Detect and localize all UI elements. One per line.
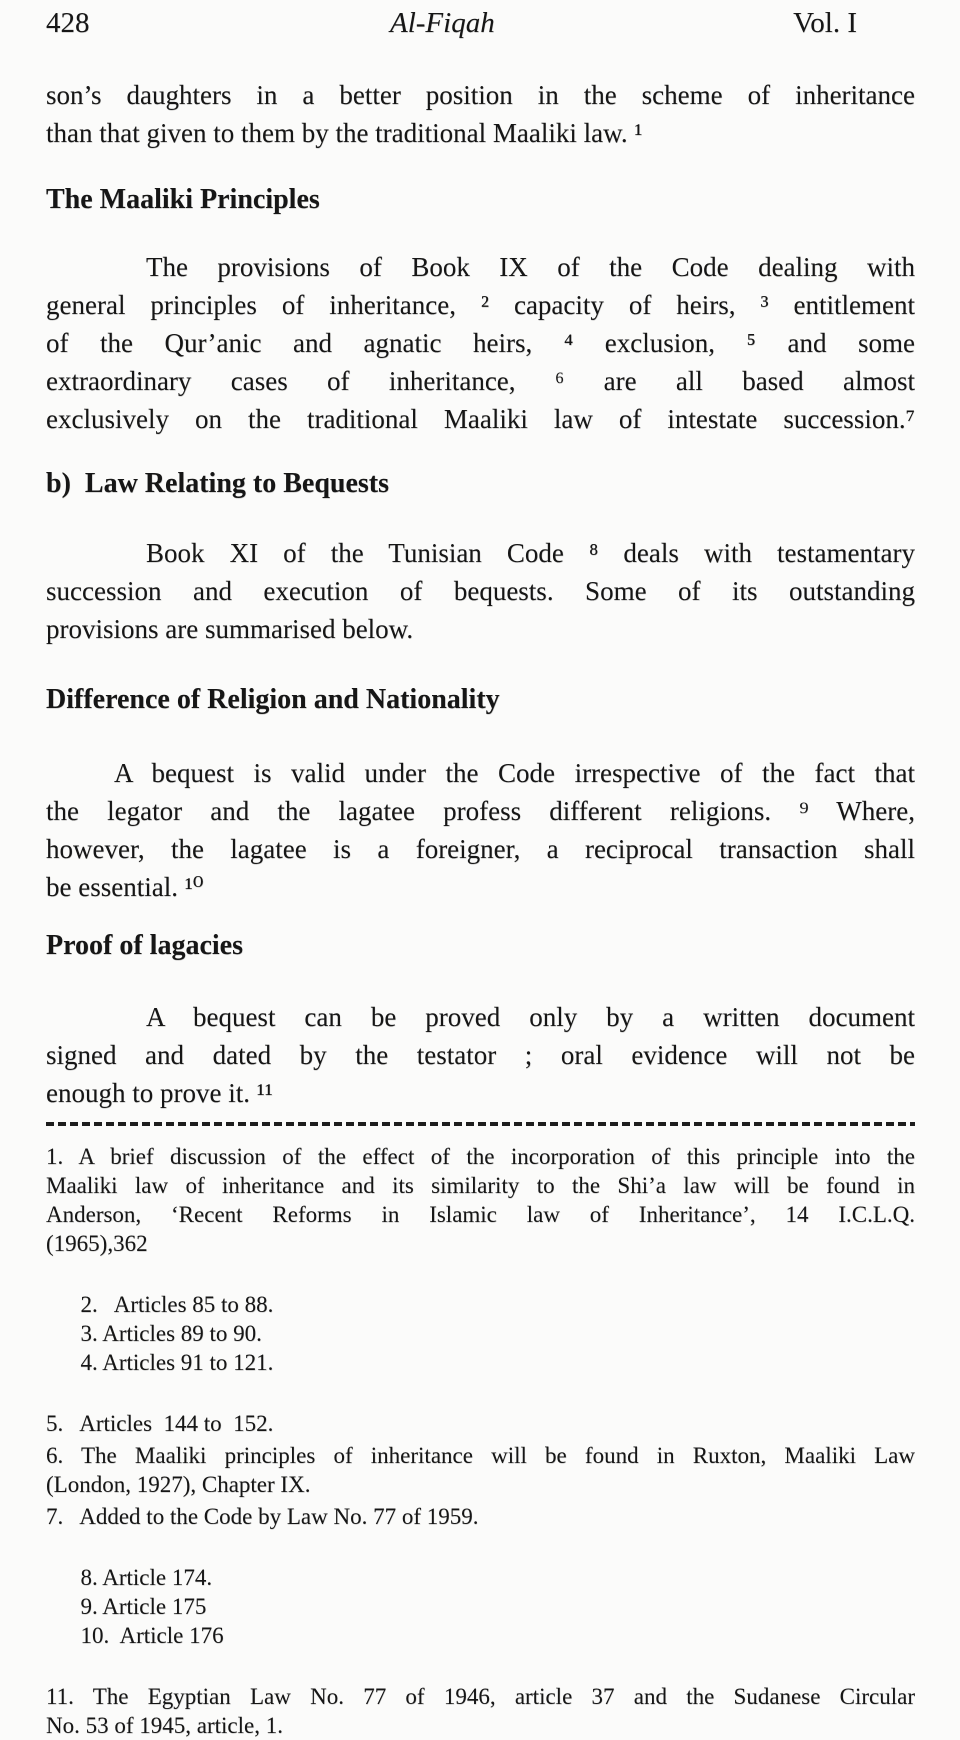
text-line: than that given to them by the traditional Maaliki law. ¹	[46, 118, 643, 148]
footnote-1	[46, 1142, 915, 1258]
text-line: No. 53 of 1945, article, 1.	[46, 1713, 283, 1738]
text-line: Book XI of the Tunisian Code ⁸ deals with testamentary	[146, 538, 915, 568]
heading-law-relating-to-bequests: b) Law Relating to Bequests	[46, 468, 390, 499]
footnote-9: 9. Article 175	[80, 1594, 207, 1619]
footnote-7: 7. Added to the Code by Law No. 77 of 1959.	[46, 1504, 479, 1529]
text-line: 1. A brief discussion of the effect of the incorporation of this principle into the	[46, 1144, 915, 1169]
footnote-11	[46, 1682, 915, 1740]
text-line: the legator and the lagatee profess different religions. ⁹ Where,	[46, 796, 915, 826]
text-line: provisions are summarised below.	[46, 614, 414, 644]
paragraph-religion-nationality	[46, 754, 915, 906]
paragraph-maaliki-principles	[46, 248, 915, 438]
paragraph-proof-of-lagacies	[46, 998, 915, 1112]
text-line: general principles of inheritance, ² capacity of heirs, ³ entitlement	[46, 290, 915, 320]
footnote-10: 10. Article 176	[80, 1623, 224, 1648]
footnote-4: 4. Articles 91 to 121.	[80, 1350, 274, 1375]
footnotes-section	[46, 1142, 915, 1740]
text-line: succession and execution of bequests. Some of its outstanding	[46, 576, 915, 606]
text-line: Anderson, ‘Recent Reforms in Islamic law of Inheritance’, 14 I.C.L.Q.	[46, 1202, 915, 1227]
text-line: of the Qur’anic and agnatic heirs, ⁴ exclusion, ⁵ and some	[46, 328, 915, 358]
heading-maaliki-principles: The Maaliki Principles	[46, 184, 320, 215]
footnote-row-2-3-4	[46, 1261, 915, 1406]
text-line: (1965),362	[46, 1231, 148, 1256]
heading-difference-religion-nationality: Difference of Religion and Nationality	[46, 684, 500, 715]
footnote-separator	[46, 1122, 915, 1126]
text-line: (London, 1927), Chapter IX.	[46, 1472, 311, 1497]
paragraph-intro	[46, 76, 915, 152]
text-line: A bequest is valid under the Code irrespective of the fact that	[114, 758, 915, 788]
volume-label: Vol. I	[793, 7, 857, 39]
text-line: 6. The Maaliki principles of inheritance will be found in Ruxton, Maaliki Law	[46, 1443, 915, 1468]
text-line: enough to prove it. ¹¹	[46, 1078, 273, 1108]
text-line: A bequest can be proved only by a written document	[146, 1002, 915, 1032]
footnote-6	[46, 1441, 915, 1499]
footnote-3: 3. Articles 89 to 90.	[80, 1321, 262, 1346]
text-line: be essential. ¹⁰	[46, 872, 204, 902]
heading-proof-of-lagacies: Proof of lagacies	[46, 930, 243, 961]
page-number: 428	[46, 7, 90, 39]
footnote-8: 8. Article 174.	[80, 1565, 213, 1590]
text-line: extraordinary cases of inheritance, ⁶ are all based almost	[46, 366, 915, 396]
text-line: 11. The Egyptian Law No. 77 of 1946, article 37 and the Sudanese Circular	[46, 1684, 915, 1709]
book-title: Al-Fiqah	[390, 7, 495, 39]
footnote-5: 5. Articles 144 to 152.	[46, 1411, 274, 1436]
footnote-2: 2. Articles 85 to 88.	[80, 1292, 274, 1317]
text-line: Maaliki law of inheritance and its similarity to the Shi’a law will be found in	[46, 1173, 915, 1198]
page-header	[46, 4, 915, 42]
footnote-row-8-9-10	[46, 1534, 915, 1679]
paragraph-bequests	[46, 534, 915, 648]
text-line: The provisions of Book IX of the Code dealing with	[146, 252, 915, 282]
text-line: exclusively on the traditional Maaliki law of intestate succession.⁷	[46, 404, 915, 434]
text-line: however, the lagatee is a foreigner, a reciprocal transaction shall	[46, 834, 915, 864]
text-line: signed and dated by the testator ; oral evidence will not be	[46, 1040, 915, 1070]
text-line: son’s daughters in a better position in the scheme of inheritance	[46, 80, 915, 110]
